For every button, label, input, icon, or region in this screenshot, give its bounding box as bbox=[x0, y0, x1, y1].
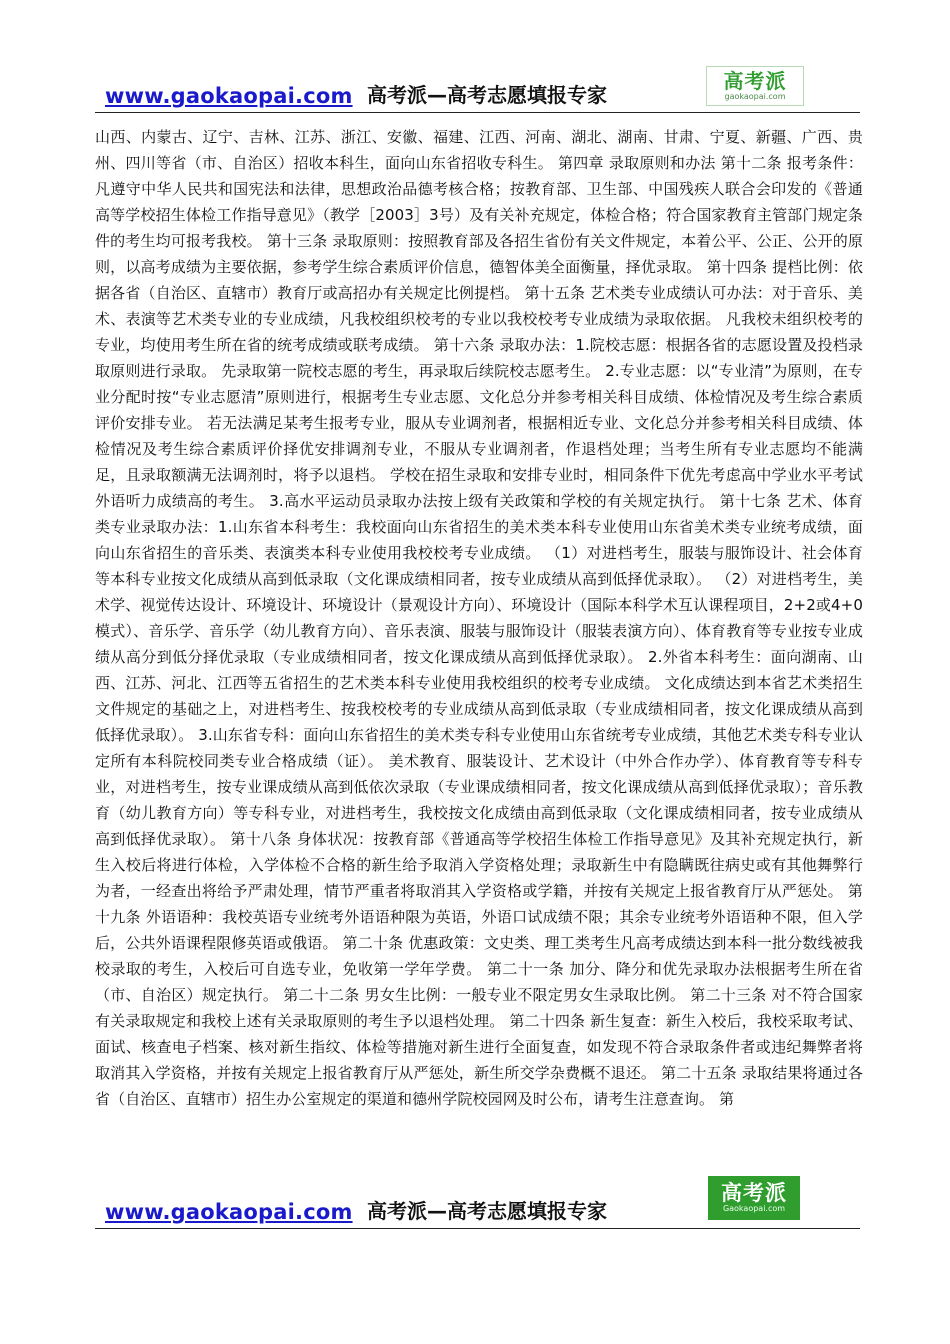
page-header bbox=[95, 60, 860, 113]
footer-tagline: 高考派—高考志愿填报专家 bbox=[367, 1199, 607, 1223]
footer-logo[interactable] bbox=[708, 1176, 800, 1220]
logo-subtitle: gaokaopai.com bbox=[724, 92, 786, 101]
footer-logo-title: 高考派 bbox=[721, 1181, 787, 1205]
logo-title: 高考派 bbox=[723, 69, 787, 93]
header-tagline: 高考派—高考志愿填报专家 bbox=[367, 83, 607, 107]
body-text: 山西、内蒙古、辽宁、吉林、江苏、浙江、安徽、福建、江西、河南、湖北、湖南、甘肃、宁夏、新疆、广西、贵州、四川等省（市、自治区）招收本科生，面向山东省招收专科生。 第四章 录取原则和办法 第十二条 报考条件：凡遵守中华人民共和国宪法和法律，思想政治品德考核合格；按教育部、卫生部、中国残疾人联合会印发的《普通高等学校招生体检工作指导意见》（教学［2003］3号）及有关补充规定，体检合格；符合国家教育主管部门规定条件的考生均可报考我校。 第十三条 录取原则：按照教育部及各招生省份有关文件规定，本着公平、公正、公开的原则，以高考成绩为主要依据，参考学生综合素质评价信息，德智体美全面衡量，择优录取。 第十四条 提档比例：依据各省（自治区、直辖市）教育厅或高招办有关规定比例提档。 第十五条 艺术类专业成绩认可办法：对于音乐、美术、表演等艺术类专业的专业成绩，凡我校组织校考的专业以我校校考专业成绩为录取依据。 凡我校未组织校考的专业，均使用考生所在省的统考成绩或联考成绩。 第十六条 录取办法：1.院校志愿：根据各省的志愿设置及投档录取原则进行录取。 先录取第一院校志愿的考生，再录取后续院校志愿考生。 2.专业志愿：以“专业清”为原则，在专业分配时按“专业志愿清”原则进行，根据考生专业志愿、文化总分并参考相关科目成绩、体检情况及考生综合素质评价安排专业。 若无法满足某考生报考专业，服从专业调剂者，根据相近专业、文化总分并参考相关科目成绩、体检情况及考生综合素质评价择优安排调剂专业，不服从专业调剂者，作退档处理；当考生所有专业志愿均不能满足，且录取额满无法调剂时，将予以退档。 学校在招生录取和安排专业时，相同条件下优先考虑高中学业水平考试外语听力成绩高的考生。 3.高水平运动员录取办法按上级有关政策和学校的有关规定执行。 第十七条 艺术、体育类专业录取办法：1.山东省本科考生：我校面向山东省招生的美术类本科专业使用山东省美术类专业统考成绩，面向山东省招生的音乐类、表演类本科专业使用我校校考专业成绩。 （1）对进档考生，服装与服饰设计、社会体育等本科专业按文化成绩从高到低录取（文化课成绩相同者，按专业成绩从高到低择优录取）。 （2）对进档考生，美术学、视觉传达设计、环境设计、环境设计（景观设计方向）、环境设计（国际本科学术互认课程项目，2+2或4+0模式）、音乐学、音乐学（幼儿教育方向）、音乐表演、服装与服饰设计（服装表演方向）、体育教育等专业按专业成绩从高分到低分择优录取（专业成绩相同者，按文化课成绩从高到低择优录取）。 2.外省本科考生：面向湖南、山西、江苏、河北、江西等五省招生的艺术类本科专业使用我校组织的校考专业成绩。 文化成绩达到本省艺术类招生文件规定的基础之上，对进档考生、按我校校考的专业成绩从高到低录取（专业成绩相同者，按文化课成绩从高到低择优录取）。 3.山东省专科：面向山东省招生的美术类专科专业使用山东省统考专业成绩，其他艺术类专科专业认定所有本科院校同类专业合格成绩（证）。 美术教育、服装设计、艺术设计（中外合作办学）、体育教育等专科专业，对进档考生，按专业课成绩从高到低依次录取（专业课成绩相同者，按文化课成绩从高到低择优录取）；音乐教育（幼儿教育方向）等专科专业，对进档考生，我校按文化成绩由高到低录取（文化课成绩相同者，按专业成绩从高到低择优录取）。 第十八条 身体状况：按教育部《普通高等学校招生体检工作指导意见》及其补充规定执行，新生入校后将进行体检，入学体检不合格的新生给予取消入学资格处理；录取新生中有隐瞒既往病史或有其他舞弊行为者，一经查出将给予严肃处理，情节严重者将取消其入学资格或学籍，并按有关规定上报省教育厅从严惩处。 第十九条 外语语种：我校英语专业统考外语语种限为英语，外语口试成绩不限；其余专业统考外语语种不限，但入学后，公共外语课程限修英语或俄语。 第二十条 优惠政策：文史类、理工类考生凡高考成绩达到本科一批分数线被我校录取的考生，入校后可自选专业，免收第一学年学费。 第二十一条 加分、降分和优先录取办法根据考生所在省（市、自治区）规定执行。 第二十二条 男女生比例：一般专业不限定男女生录取比例。 第二十三条 对不符合国家有关录取规定和我校上述有关录取原则的考生予以退档处理。 第二十四条 新生复查：新生入校后，我校采取考试、面试、核查电子档案、核对新生指纹、体检等措施对新生进行全面复查，如发现不符合录取条件者或违纪舞弊者将取消其入学资格，并按有关规定上报省教育厅从严惩处，新生所交学杂费概不退还。 第二十五条 录取结果将通过各省（自治区、直辖市）招生办公室规定的渠道和德州学院校园网及时公布，请考生注意查询。 第 bbox=[95, 128, 863, 1108]
footer-site-link[interactable]: www.gaokaopai.com bbox=[105, 1200, 353, 1224]
site-link[interactable]: www.gaokaopai.com bbox=[105, 84, 353, 108]
header-logo[interactable] bbox=[706, 66, 804, 106]
footer-logo-subtitle: Gaokaopai.com bbox=[722, 1204, 786, 1213]
page-footer bbox=[95, 1170, 860, 1229]
